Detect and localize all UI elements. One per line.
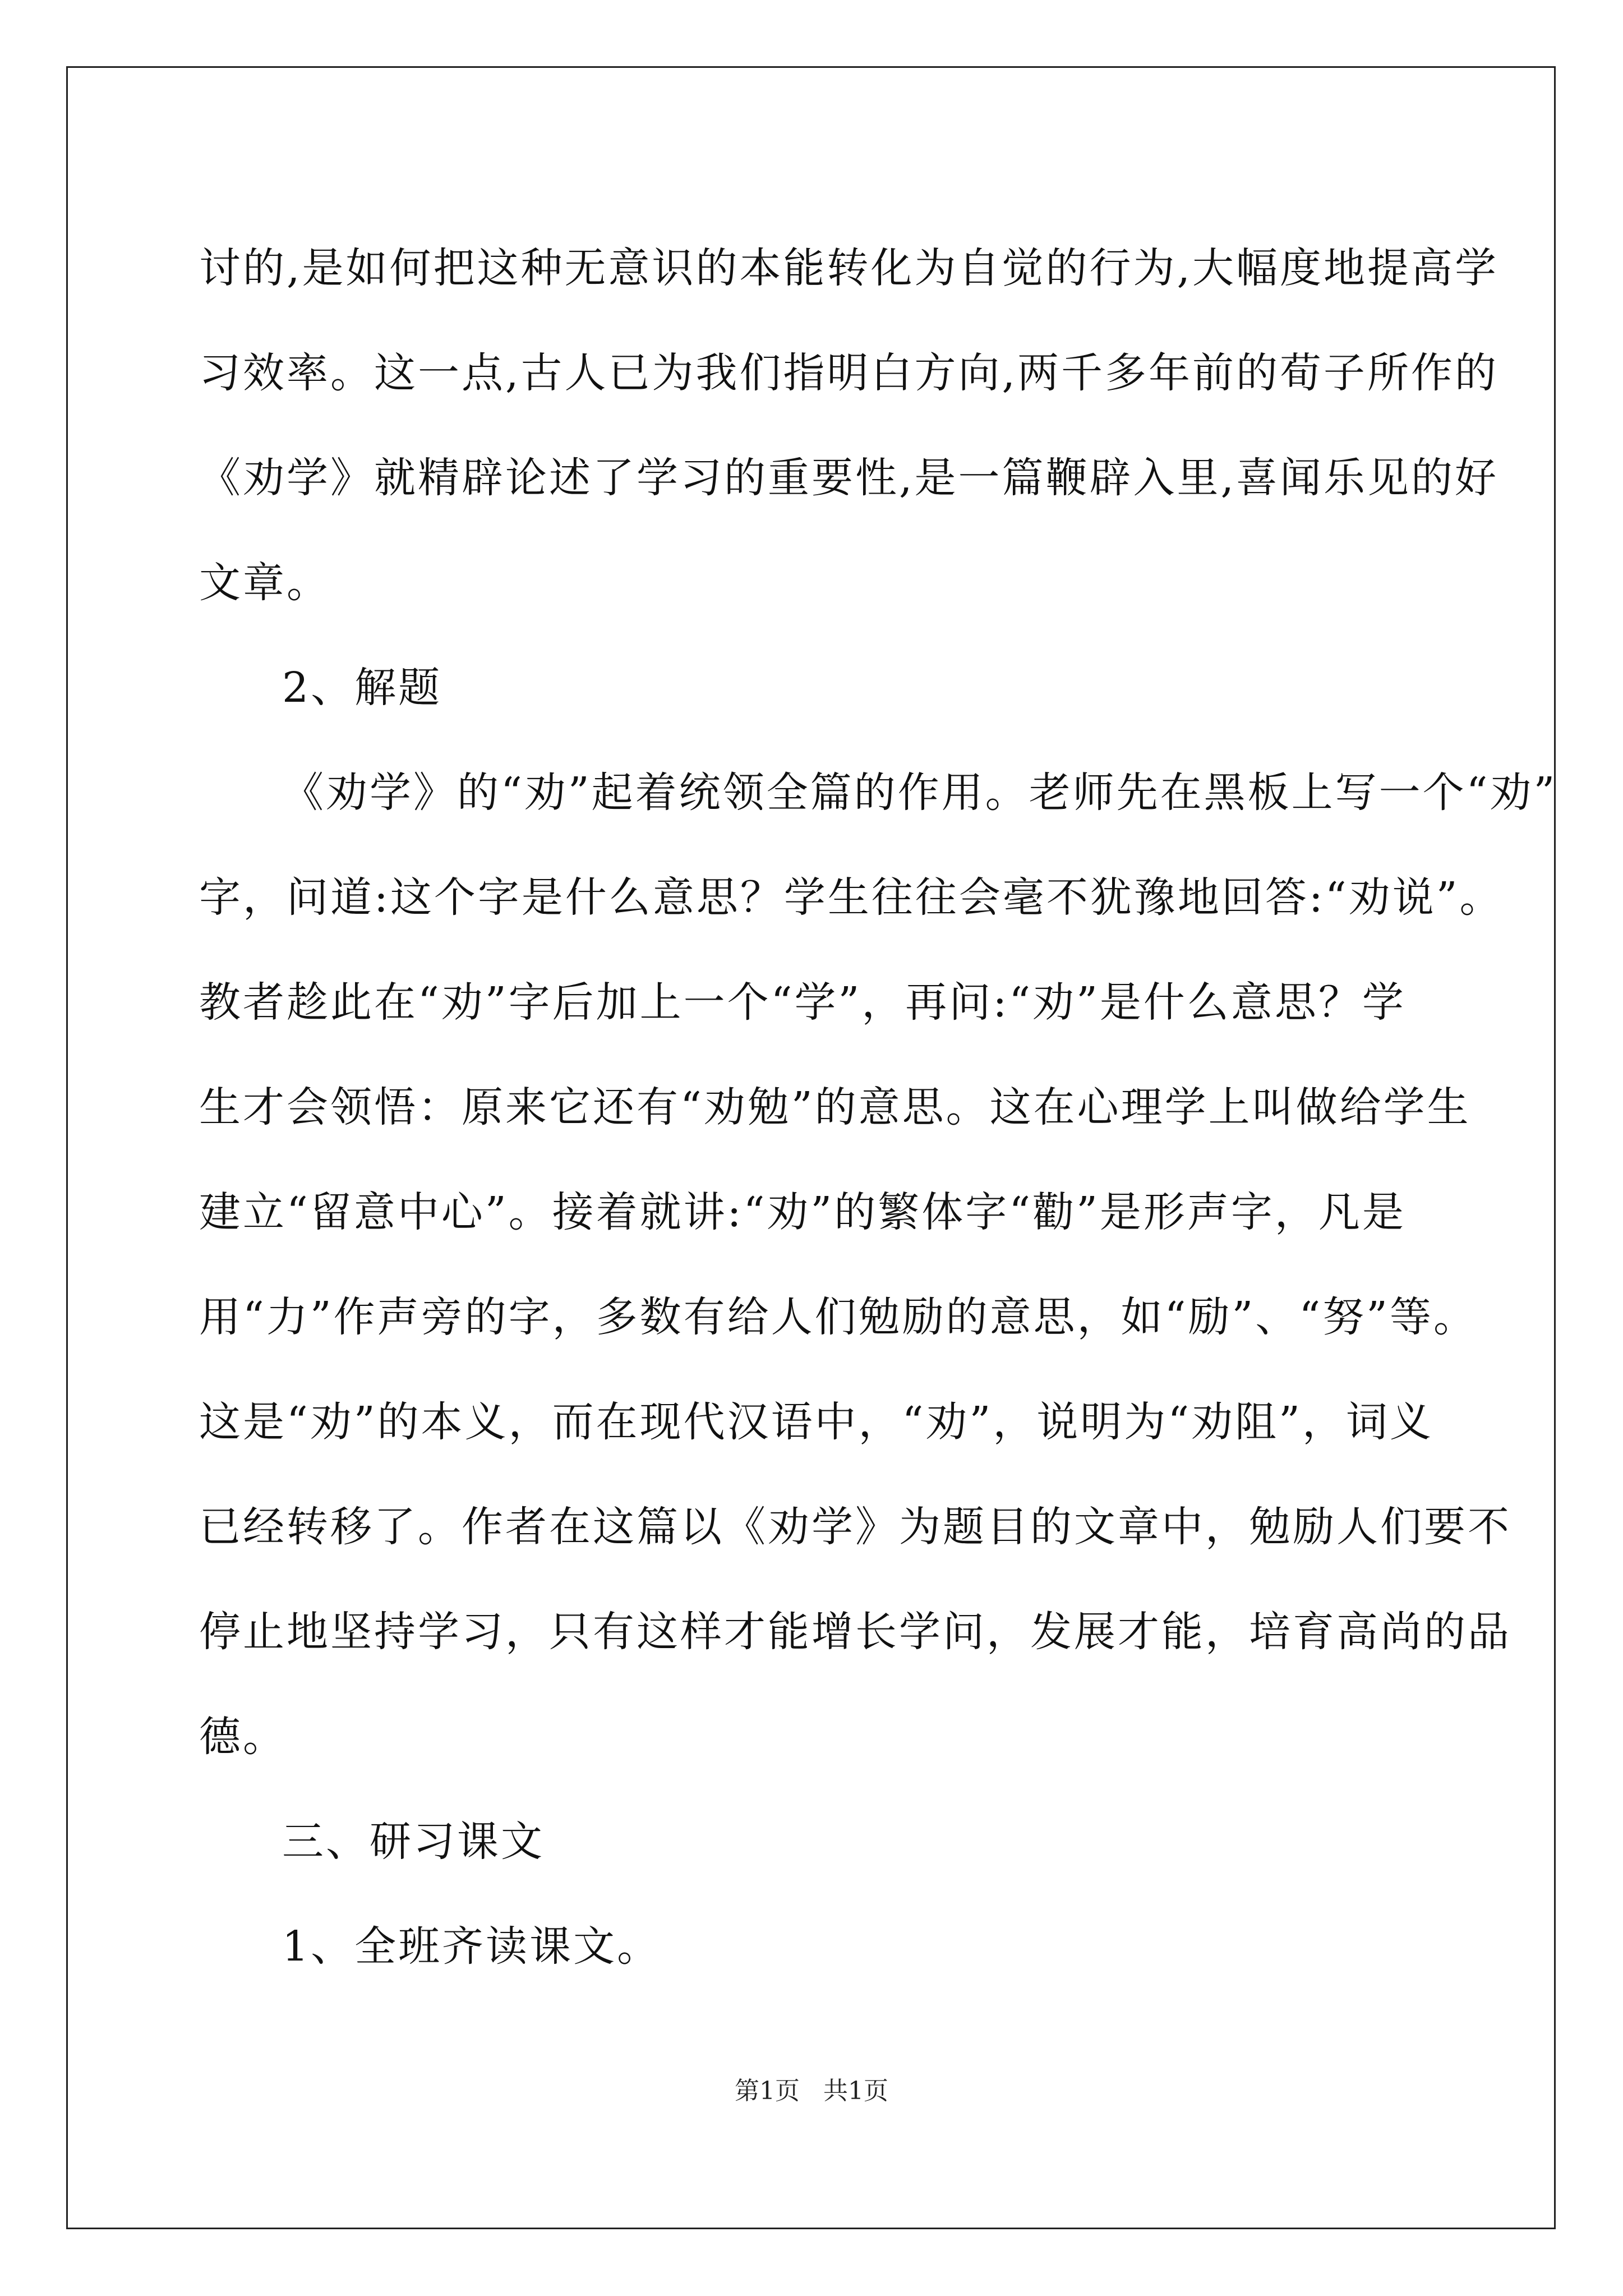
text-line: 《劝学》的“劝”起着统领全篇的作用。老师先在黑板上写一个“劝”	[282, 769, 1557, 817]
text-line: 停止地坚持学习，只有这样才能增长学问，发展才能，培育高尚的品	[199, 1608, 1511, 1656]
page-footer	[0, 2074, 1623, 2108]
text-line: 讨的,是如何把这种无意识的本能转化为自觉的行为,大幅度地提高学	[199, 244, 1499, 292]
text-line: 习效率。这一点,古人已为我们指明白方向,两千多年前的荀子所作的	[199, 349, 1499, 397]
section-heading: 2、解题	[282, 664, 442, 712]
text-line: 《劝学》就精辟论述了学习的重要性,是一篇鞭辟入里,喜闻乐见的好	[199, 454, 1499, 502]
text-line: 建立“留意中心”。接着就讲:“劝”的繁体字“勸”是形声字，凡是	[199, 1188, 1406, 1236]
text-line: 这是“劝”的本义，而在现代汉语中，“劝”，说明为“劝阻”，词义	[199, 1398, 1433, 1446]
section-heading: 三、研习课文	[282, 1818, 545, 1866]
text-line: 用“力”作声旁的字，多数有给人们勉励的意思，如“励”、“努”等。	[199, 1293, 1477, 1341]
text-line: 已经转移了。作者在这篇以《劝学》为题目的文章中，勉励人们要不	[199, 1503, 1511, 1551]
text-line: 教者趁此在“劝”字后加上一个“学”，再问:“劝”是什么意思？学	[199, 978, 1406, 1027]
document-body	[199, 216, 1557, 1999]
text-line: 1、全班齐读课文。	[282, 1922, 661, 1971]
text-line: 字，问道:这个字是什么意思？学生往往会毫不犹豫地回答:“劝说”。	[199, 873, 1504, 922]
page-number: 第1页 共1页	[735, 2077, 888, 2105]
text-line: 生才会领悟：原来它还有“劝勉”的意思。这在心理学上叫做给学生	[199, 1083, 1471, 1131]
text-line: 文章。	[199, 559, 330, 607]
text-line: 德。	[199, 1713, 287, 1761]
